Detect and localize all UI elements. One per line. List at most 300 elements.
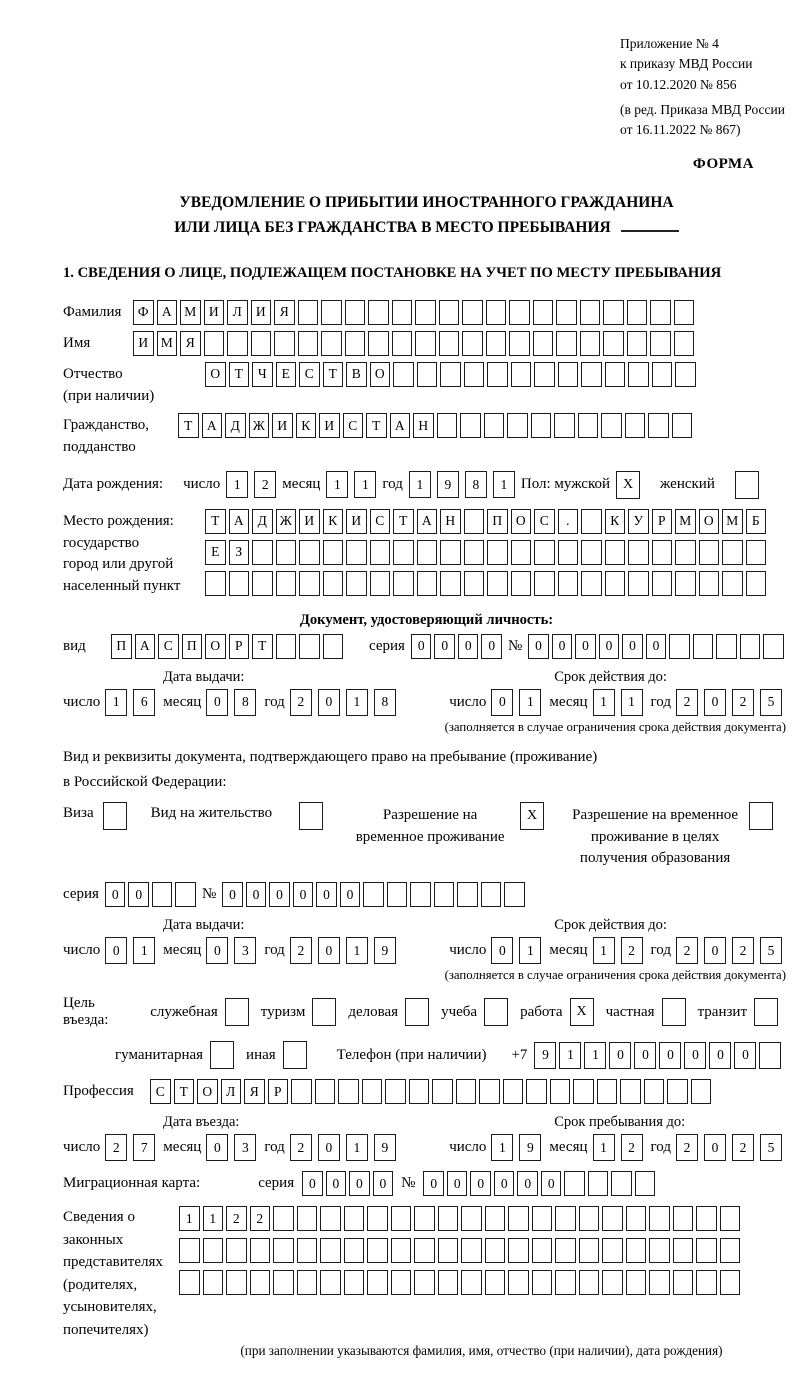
char-cell[interactable] (628, 540, 649, 565)
char-cell[interactable]: 1 (559, 1042, 581, 1069)
char-cell[interactable]: 0 (206, 937, 228, 964)
char-cell[interactable]: 0 (609, 1042, 631, 1069)
char-cell[interactable]: 0 (293, 882, 314, 907)
char-cell[interactable] (464, 362, 485, 387)
char-cell[interactable] (531, 413, 552, 438)
char-cell[interactable] (485, 1206, 506, 1231)
temp-residence-checkbox[interactable]: X (520, 802, 544, 830)
char-cell[interactable] (370, 571, 391, 596)
char-cell[interactable] (720, 1238, 741, 1263)
char-cell[interactable] (740, 634, 761, 659)
char-cell[interactable]: 0 (411, 634, 432, 659)
char-cell[interactable]: 2 (732, 937, 754, 964)
char-cell[interactable]: Т (229, 362, 250, 387)
char-cell[interactable]: 2 (290, 1134, 312, 1161)
char-cell[interactable] (368, 331, 389, 356)
char-cell[interactable]: 0 (575, 634, 596, 659)
char-cell[interactable] (759, 1042, 781, 1069)
char-cell[interactable]: 7 (133, 1134, 155, 1161)
char-cell[interactable]: С (343, 413, 364, 438)
char-cell[interactable] (580, 331, 601, 356)
char-cell[interactable] (555, 1206, 576, 1231)
char-cell[interactable] (511, 362, 532, 387)
char-cell[interactable]: О (699, 509, 720, 534)
char-cell[interactable]: 0 (349, 1171, 370, 1196)
char-cell[interactable]: 2 (290, 937, 312, 964)
char-cell[interactable]: 0 (646, 634, 667, 659)
char-cell[interactable]: 0 (269, 882, 290, 907)
char-cell[interactable] (417, 362, 438, 387)
char-cell[interactable]: 1 (226, 471, 248, 498)
char-cell[interactable]: . (558, 509, 579, 534)
char-cell[interactable]: 0 (316, 882, 337, 907)
char-cell[interactable]: О (370, 362, 391, 387)
char-cell[interactable] (417, 571, 438, 596)
char-cell[interactable] (203, 1238, 224, 1263)
purpose-official-checkbox[interactable] (225, 998, 249, 1026)
char-cell[interactable]: Л (227, 300, 248, 325)
char-cell[interactable]: 0 (318, 937, 340, 964)
char-cell[interactable]: Д (225, 413, 246, 438)
char-cell[interactable]: 0 (704, 1134, 726, 1161)
char-cell[interactable] (367, 1206, 388, 1231)
char-cell[interactable] (581, 362, 602, 387)
char-cell[interactable]: А (417, 509, 438, 534)
char-cell[interactable]: Ч (252, 362, 273, 387)
char-cell[interactable] (456, 1079, 477, 1104)
female-checkbox[interactable] (735, 471, 759, 499)
purpose-tourism-checkbox[interactable] (312, 998, 336, 1026)
char-cell[interactable] (675, 571, 696, 596)
char-cell[interactable] (558, 362, 579, 387)
char-cell[interactable] (345, 331, 366, 356)
char-cell[interactable] (603, 300, 624, 325)
char-cell[interactable]: 9 (374, 937, 396, 964)
char-cell[interactable] (487, 362, 508, 387)
char-cell[interactable]: 1 (491, 1134, 513, 1161)
char-cell[interactable] (461, 1206, 482, 1231)
char-cell[interactable]: 2 (732, 689, 754, 716)
char-cell[interactable] (511, 571, 532, 596)
char-cell[interactable]: 9 (534, 1042, 556, 1069)
char-cell[interactable] (297, 1206, 318, 1231)
char-cell[interactable] (625, 413, 646, 438)
char-cell[interactable] (485, 1238, 506, 1263)
char-cell[interactable] (673, 1270, 694, 1295)
char-cell[interactable] (601, 413, 622, 438)
purpose-business-checkbox[interactable] (405, 998, 429, 1026)
char-cell[interactable] (229, 571, 250, 596)
char-cell[interactable]: 8 (374, 689, 396, 716)
char-cell[interactable]: 1 (346, 1134, 368, 1161)
char-cell[interactable]: 0 (491, 689, 513, 716)
char-cell[interactable]: В (346, 362, 367, 387)
char-cell[interactable]: О (205, 362, 226, 387)
char-cell[interactable] (579, 1206, 600, 1231)
char-cell[interactable] (321, 331, 342, 356)
char-cell[interactable]: М (675, 509, 696, 534)
char-cell[interactable]: 0 (634, 1042, 656, 1069)
char-cell[interactable]: 1 (105, 689, 127, 716)
char-cell[interactable]: 1 (409, 471, 431, 498)
char-cell[interactable] (573, 1079, 594, 1104)
char-cell[interactable]: 0 (599, 634, 620, 659)
char-cell[interactable]: 1 (133, 937, 155, 964)
char-cell[interactable] (650, 300, 671, 325)
char-cell[interactable] (504, 882, 525, 907)
purpose-other-checkbox[interactable] (283, 1041, 307, 1069)
char-cell[interactable] (440, 540, 461, 565)
char-cell[interactable] (746, 540, 767, 565)
char-cell[interactable]: 0 (541, 1171, 562, 1196)
char-cell[interactable] (298, 331, 319, 356)
char-cell[interactable]: Р (652, 509, 673, 534)
char-cell[interactable] (533, 300, 554, 325)
char-cell[interactable] (508, 1270, 529, 1295)
char-cell[interactable]: И (251, 300, 272, 325)
char-cell[interactable] (203, 1270, 224, 1295)
char-cell[interactable]: 0 (423, 1171, 444, 1196)
char-cell[interactable] (605, 571, 626, 596)
char-cell[interactable]: 5 (760, 1134, 782, 1161)
char-cell[interactable] (417, 540, 438, 565)
char-cell[interactable]: 0 (704, 937, 726, 964)
char-cell[interactable] (367, 1270, 388, 1295)
char-cell[interactable] (250, 1238, 271, 1263)
char-cell[interactable]: А (229, 509, 250, 534)
char-cell[interactable]: 0 (704, 689, 726, 716)
char-cell[interactable]: 0 (709, 1042, 731, 1069)
char-cell[interactable] (627, 331, 648, 356)
char-cell[interactable] (323, 571, 344, 596)
char-cell[interactable] (315, 1079, 336, 1104)
char-cell[interactable] (344, 1270, 365, 1295)
char-cell[interactable] (564, 1171, 585, 1196)
char-cell[interactable] (461, 1238, 482, 1263)
char-cell[interactable] (323, 540, 344, 565)
char-cell[interactable]: П (487, 509, 508, 534)
char-cell[interactable] (276, 540, 297, 565)
char-cell[interactable] (273, 1270, 294, 1295)
char-cell[interactable] (414, 1206, 435, 1231)
char-cell[interactable]: И (319, 413, 340, 438)
char-cell[interactable] (393, 362, 414, 387)
purpose-humanitarian-checkbox[interactable] (210, 1041, 234, 1069)
char-cell[interactable] (440, 362, 461, 387)
char-cell[interactable] (627, 300, 648, 325)
char-cell[interactable]: 1 (203, 1206, 224, 1231)
char-cell[interactable]: 1 (584, 1042, 606, 1069)
char-cell[interactable] (605, 362, 626, 387)
char-cell[interactable]: И (299, 509, 320, 534)
char-cell[interactable] (321, 300, 342, 325)
char-cell[interactable]: 0 (318, 1134, 340, 1161)
char-cell[interactable] (461, 1270, 482, 1295)
char-cell[interactable] (628, 571, 649, 596)
char-cell[interactable] (696, 1238, 717, 1263)
char-cell[interactable] (605, 540, 626, 565)
char-cell[interactable]: 2 (732, 1134, 754, 1161)
char-cell[interactable] (716, 634, 737, 659)
char-cell[interactable] (611, 1171, 632, 1196)
char-cell[interactable] (555, 1238, 576, 1263)
char-cell[interactable]: 1 (354, 471, 376, 498)
char-cell[interactable] (391, 1206, 412, 1231)
temp-residence-education-checkbox[interactable] (749, 802, 773, 830)
char-cell[interactable] (674, 331, 695, 356)
char-cell[interactable] (626, 1270, 647, 1295)
char-cell[interactable]: Р (268, 1079, 289, 1104)
char-cell[interactable] (367, 1238, 388, 1263)
char-cell[interactable] (602, 1206, 623, 1231)
char-cell[interactable]: 0 (470, 1171, 491, 1196)
char-cell[interactable] (464, 571, 485, 596)
char-cell[interactable] (534, 362, 555, 387)
char-cell[interactable]: 1 (593, 1134, 615, 1161)
char-cell[interactable] (438, 1270, 459, 1295)
char-cell[interactable]: А (202, 413, 223, 438)
char-cell[interactable]: Н (413, 413, 434, 438)
char-cell[interactable]: 2 (254, 471, 276, 498)
char-cell[interactable] (205, 571, 226, 596)
char-cell[interactable] (626, 1206, 647, 1231)
char-cell[interactable] (391, 1238, 412, 1263)
char-cell[interactable]: 9 (374, 1134, 396, 1161)
char-cell[interactable]: 1 (593, 937, 615, 964)
residence-permit-checkbox[interactable] (299, 802, 323, 830)
char-cell[interactable]: 1 (593, 689, 615, 716)
char-cell[interactable]: С (370, 509, 391, 534)
char-cell[interactable] (484, 413, 505, 438)
char-cell[interactable] (437, 413, 458, 438)
char-cell[interactable] (479, 1079, 500, 1104)
char-cell[interactable] (580, 300, 601, 325)
char-cell[interactable] (414, 1238, 435, 1263)
char-cell[interactable] (672, 413, 693, 438)
char-cell[interactable] (526, 1079, 547, 1104)
char-cell[interactable] (323, 634, 344, 659)
char-cell[interactable] (297, 1270, 318, 1295)
char-cell[interactable] (179, 1270, 200, 1295)
char-cell[interactable] (628, 362, 649, 387)
char-cell[interactable]: 5 (760, 689, 782, 716)
char-cell[interactable] (652, 540, 673, 565)
char-cell[interactable] (363, 882, 384, 907)
char-cell[interactable] (578, 413, 599, 438)
char-cell[interactable] (746, 571, 767, 596)
char-cell[interactable]: 2 (290, 689, 312, 716)
char-cell[interactable]: 0 (528, 634, 549, 659)
char-cell[interactable] (434, 882, 455, 907)
char-cell[interactable]: Е (276, 362, 297, 387)
char-cell[interactable] (558, 540, 579, 565)
char-cell[interactable] (626, 1238, 647, 1263)
char-cell[interactable] (409, 1079, 430, 1104)
char-cell[interactable] (438, 1206, 459, 1231)
char-cell[interactable] (644, 1079, 665, 1104)
purpose-study-checkbox[interactable] (484, 998, 508, 1026)
char-cell[interactable]: Н (440, 509, 461, 534)
char-cell[interactable]: 2 (621, 937, 643, 964)
char-cell[interactable] (486, 300, 507, 325)
char-cell[interactable]: К (296, 413, 317, 438)
char-cell[interactable] (620, 1079, 641, 1104)
char-cell[interactable]: М (180, 300, 201, 325)
char-cell[interactable]: 1 (519, 689, 541, 716)
char-cell[interactable]: И (346, 509, 367, 534)
char-cell[interactable] (460, 413, 481, 438)
char-cell[interactable]: 0 (105, 882, 126, 907)
char-cell[interactable] (720, 1206, 741, 1231)
char-cell[interactable] (511, 540, 532, 565)
char-cell[interactable]: Ж (276, 509, 297, 534)
char-cell[interactable] (415, 300, 436, 325)
char-cell[interactable]: И (133, 331, 154, 356)
char-cell[interactable] (299, 571, 320, 596)
char-cell[interactable] (299, 634, 320, 659)
char-cell[interactable] (696, 1270, 717, 1295)
char-cell[interactable]: 0 (222, 882, 243, 907)
char-cell[interactable] (152, 882, 173, 907)
char-cell[interactable] (699, 540, 720, 565)
char-cell[interactable] (457, 882, 478, 907)
char-cell[interactable] (297, 1238, 318, 1263)
char-cell[interactable]: М (157, 331, 178, 356)
char-cell[interactable]: 0 (105, 937, 127, 964)
char-cell[interactable]: Т (393, 509, 414, 534)
char-cell[interactable] (273, 1206, 294, 1231)
char-cell[interactable] (693, 634, 714, 659)
char-cell[interactable]: 3 (234, 1134, 256, 1161)
char-cell[interactable] (462, 331, 483, 356)
char-cell[interactable] (392, 331, 413, 356)
char-cell[interactable]: И (204, 300, 225, 325)
char-cell[interactable] (669, 634, 690, 659)
char-cell[interactable]: Я (180, 331, 201, 356)
char-cell[interactable] (346, 540, 367, 565)
char-cell[interactable] (226, 1270, 247, 1295)
char-cell[interactable] (346, 571, 367, 596)
char-cell[interactable] (507, 413, 528, 438)
char-cell[interactable] (532, 1270, 553, 1295)
char-cell[interactable] (439, 300, 460, 325)
char-cell[interactable]: 0 (434, 634, 455, 659)
char-cell[interactable] (320, 1206, 341, 1231)
char-cell[interactable] (581, 540, 602, 565)
char-cell[interactable]: 1 (493, 471, 515, 498)
char-cell[interactable]: 9 (519, 1134, 541, 1161)
char-cell[interactable]: О (511, 509, 532, 534)
char-cell[interactable] (273, 1238, 294, 1263)
char-cell[interactable]: 0 (622, 634, 643, 659)
char-cell[interactable] (558, 571, 579, 596)
char-cell[interactable] (503, 1079, 524, 1104)
char-cell[interactable] (556, 331, 577, 356)
char-cell[interactable] (652, 362, 673, 387)
char-cell[interactable]: Р (229, 634, 250, 659)
char-cell[interactable]: Л (221, 1079, 242, 1104)
char-cell[interactable] (414, 1270, 435, 1295)
char-cell[interactable] (432, 1079, 453, 1104)
char-cell[interactable] (509, 331, 530, 356)
char-cell[interactable] (555, 1270, 576, 1295)
char-cell[interactable]: 0 (481, 634, 502, 659)
char-cell[interactable] (251, 331, 272, 356)
char-cell[interactable] (635, 1171, 656, 1196)
char-cell[interactable]: А (157, 300, 178, 325)
char-cell[interactable]: 0 (128, 882, 149, 907)
char-cell[interactable]: П (182, 634, 203, 659)
char-cell[interactable] (274, 331, 295, 356)
char-cell[interactable]: 0 (552, 634, 573, 659)
char-cell[interactable]: Б (746, 509, 767, 534)
char-cell[interactable]: Т (178, 413, 199, 438)
char-cell[interactable] (581, 571, 602, 596)
char-cell[interactable] (438, 1238, 459, 1263)
char-cell[interactable]: Я (244, 1079, 265, 1104)
char-cell[interactable] (385, 1079, 406, 1104)
char-cell[interactable]: 0 (302, 1171, 323, 1196)
char-cell[interactable] (487, 571, 508, 596)
char-cell[interactable] (362, 1079, 383, 1104)
char-cell[interactable]: 2 (676, 937, 698, 964)
char-cell[interactable] (603, 331, 624, 356)
char-cell[interactable] (579, 1270, 600, 1295)
char-cell[interactable] (533, 331, 554, 356)
char-cell[interactable]: 0 (318, 689, 340, 716)
char-cell[interactable]: 0 (659, 1042, 681, 1069)
char-cell[interactable]: 0 (206, 689, 228, 716)
char-cell[interactable]: А (390, 413, 411, 438)
char-cell[interactable]: А (135, 634, 156, 659)
char-cell[interactable] (649, 1206, 670, 1231)
char-cell[interactable]: 0 (491, 937, 513, 964)
char-cell[interactable] (393, 571, 414, 596)
char-cell[interactable]: 8 (234, 689, 256, 716)
char-cell[interactable] (276, 571, 297, 596)
char-cell[interactable] (415, 331, 436, 356)
char-cell[interactable] (440, 571, 461, 596)
char-cell[interactable] (344, 1206, 365, 1231)
char-cell[interactable]: 0 (447, 1171, 468, 1196)
purpose-work-checkbox[interactable]: X (570, 998, 594, 1026)
char-cell[interactable] (227, 331, 248, 356)
char-cell[interactable] (534, 571, 555, 596)
visa-checkbox[interactable] (103, 802, 127, 830)
char-cell[interactable]: Е (205, 540, 226, 565)
char-cell[interactable]: 1 (179, 1206, 200, 1231)
char-cell[interactable]: 2 (676, 1134, 698, 1161)
char-cell[interactable]: К (323, 509, 344, 534)
char-cell[interactable]: 1 (346, 937, 368, 964)
char-cell[interactable] (344, 1238, 365, 1263)
char-cell[interactable] (508, 1238, 529, 1263)
char-cell[interactable] (588, 1171, 609, 1196)
char-cell[interactable] (392, 300, 413, 325)
char-cell[interactable] (320, 1238, 341, 1263)
char-cell[interactable] (674, 300, 695, 325)
char-cell[interactable]: Т (205, 509, 226, 534)
char-cell[interactable] (667, 1079, 688, 1104)
char-cell[interactable]: Т (323, 362, 344, 387)
char-cell[interactable]: 6 (133, 689, 155, 716)
char-cell[interactable] (226, 1238, 247, 1263)
char-cell[interactable] (464, 540, 485, 565)
char-cell[interactable]: З (229, 540, 250, 565)
char-cell[interactable] (486, 331, 507, 356)
char-cell[interactable]: 5 (760, 937, 782, 964)
char-cell[interactable]: 3 (234, 937, 256, 964)
